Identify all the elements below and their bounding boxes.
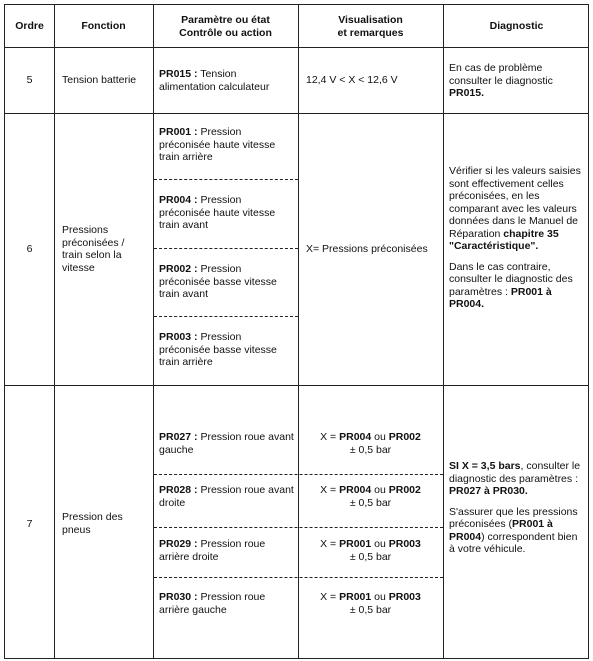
param-text: Pression roue arrière droite xyxy=(159,538,266,563)
header-parametre-line2: Contrôle ou action xyxy=(179,26,272,39)
row-divider xyxy=(5,113,588,114)
row6-parametre-4 xyxy=(159,331,295,369)
param-code: PR027 : xyxy=(159,431,198,443)
diagnostic-table xyxy=(4,4,589,659)
vis-ou: ou xyxy=(371,431,389,443)
vis-tolerance: ± 0,5 bar xyxy=(349,550,392,563)
param-code: PR002 : xyxy=(159,263,198,275)
diag-code: PR015. xyxy=(449,87,485,99)
vis-code: PR001 xyxy=(339,538,372,550)
vis-ou: ou xyxy=(371,591,389,603)
diag-text: En cas de problème consulter le diagnostic xyxy=(449,62,553,87)
row5-parametre xyxy=(159,68,295,93)
param-code: PR029 : xyxy=(159,538,198,550)
vis-ou: ou xyxy=(371,538,389,550)
diag-bold: chapitre 35 "Caractéristique". xyxy=(449,227,559,252)
dashed-separator xyxy=(154,474,443,475)
row7-diagnostic xyxy=(449,460,585,556)
diag-bold: PR027 à PR030. xyxy=(449,485,528,497)
param-text: Pression préconisée haute vitesse train arrière xyxy=(159,126,276,163)
param-code: PR003 : xyxy=(159,331,198,343)
row7-parametre-2 xyxy=(159,484,295,509)
row7-visualisation-4 xyxy=(298,591,443,616)
vis-code: PR003 xyxy=(388,591,421,603)
diag-paragraph xyxy=(449,261,585,311)
vis-tolerance: ± 0,5 bar xyxy=(349,603,392,616)
param-code: PR001 : xyxy=(159,126,198,138)
vis-code: PR002 xyxy=(388,484,421,496)
header-visualisation xyxy=(298,14,443,39)
row6-diagnostic xyxy=(449,165,585,311)
row7-parametre-3 xyxy=(159,538,295,563)
param-text: Pression roue avant gauche xyxy=(159,431,294,456)
row6-visualisation: X= Pressions préconisées xyxy=(306,243,428,255)
vis-prefix: X = xyxy=(320,484,340,496)
row6-parametre-2 xyxy=(159,194,295,232)
row6-parametre-3 xyxy=(159,263,295,301)
header-parametre-line1: Paramètre ou état xyxy=(181,14,270,26)
header-ordre: Ordre xyxy=(15,20,44,32)
param-code: PR015 : xyxy=(159,68,198,80)
row5-visualisation: 12,4 V < X < 12,6 V xyxy=(306,74,398,86)
header-visualisation-line1: Visualisation xyxy=(338,14,403,26)
vis-tolerance: ± 0,5 bar xyxy=(349,496,392,509)
vis-code: PR001 xyxy=(339,591,372,603)
row6-ordre: 6 xyxy=(26,243,33,255)
diag-paragraph xyxy=(449,165,585,253)
vis-code: PR002 xyxy=(388,431,421,443)
diag-paragraph xyxy=(449,506,585,556)
row7-parametre-1 xyxy=(159,431,295,456)
row7-fonction: Pression des pneus xyxy=(62,511,123,536)
header-diagnostic: Diagnostic xyxy=(489,20,544,32)
col-divider xyxy=(153,5,154,658)
param-text: Pression préconisée basse vitesse train arrière xyxy=(159,331,277,368)
row5-diagnostic xyxy=(449,62,585,100)
header-fonction: Fonction xyxy=(81,20,126,32)
dashed-separator xyxy=(154,248,298,249)
vis-prefix: X = xyxy=(320,431,340,443)
vis-code: PR004 xyxy=(339,431,372,443)
param-text: Tension alimentation calculateur xyxy=(159,68,270,93)
diag-text: ) correspondent bien à votre véhicule. xyxy=(449,530,578,555)
diag-bold: SI X = 3,5 bars xyxy=(449,460,521,472)
param-code: PR028 : xyxy=(159,484,198,496)
diag-text: Dans le cas contraire, consulter le diagnostic des paramètres : xyxy=(449,260,573,298)
row7-parametre-4 xyxy=(159,591,295,616)
param-text: Pression préconisée haute vitesse train avant xyxy=(159,194,276,231)
param-text: Pression roue avant droite xyxy=(159,484,294,509)
row-divider xyxy=(5,385,588,386)
dashed-separator xyxy=(154,179,298,180)
diag-bold: PR001 à PR004 xyxy=(449,518,553,543)
vis-code: PR003 xyxy=(388,538,421,550)
vis-tolerance: ± 0,5 bar xyxy=(349,443,392,456)
row-divider xyxy=(5,47,588,48)
col-divider xyxy=(54,5,55,658)
dashed-separator xyxy=(154,316,298,317)
row6-fonction: Pressions préconisées / train selon la vitesse xyxy=(62,224,125,274)
dashed-separator xyxy=(154,527,443,528)
param-code: PR030 : xyxy=(159,591,198,603)
vis-prefix: X = xyxy=(320,591,340,603)
diag-bold: PR001 à PR004. xyxy=(449,285,552,310)
header-visualisation-line2: et remarques xyxy=(337,26,404,39)
col-divider xyxy=(443,5,444,658)
param-text: Pression roue arrière gauche xyxy=(159,591,266,616)
vis-ou: ou xyxy=(371,484,389,496)
row7-visualisation-1 xyxy=(298,431,443,456)
diag-text: Vérifier si les valeurs saisies sont effectivement celles préconisées, en les comparant avec les valeurs données dans le Manuel de Réparation xyxy=(449,165,581,240)
row5-fonction: Tension batterie xyxy=(62,74,137,86)
row5-ordre: 5 xyxy=(26,74,33,86)
row6-parametre-1 xyxy=(159,126,295,164)
diag-text: S'assurer que les pressions préconisées ( xyxy=(449,505,578,530)
vis-code: PR004 xyxy=(339,484,372,496)
param-code: PR004 : xyxy=(159,194,198,206)
row7-ordre: 7 xyxy=(26,518,33,530)
header-parametre xyxy=(153,14,298,39)
row7-visualisation-3 xyxy=(298,538,443,563)
vis-prefix: X = xyxy=(320,538,340,550)
row7-visualisation-2 xyxy=(298,484,443,509)
dashed-separator xyxy=(154,577,443,578)
diag-paragraph xyxy=(449,460,585,498)
param-text: Pression préconisée basse vitesse train avant xyxy=(159,263,277,300)
diag-text: , consulter le diagnostic des paramètres : xyxy=(449,460,581,485)
